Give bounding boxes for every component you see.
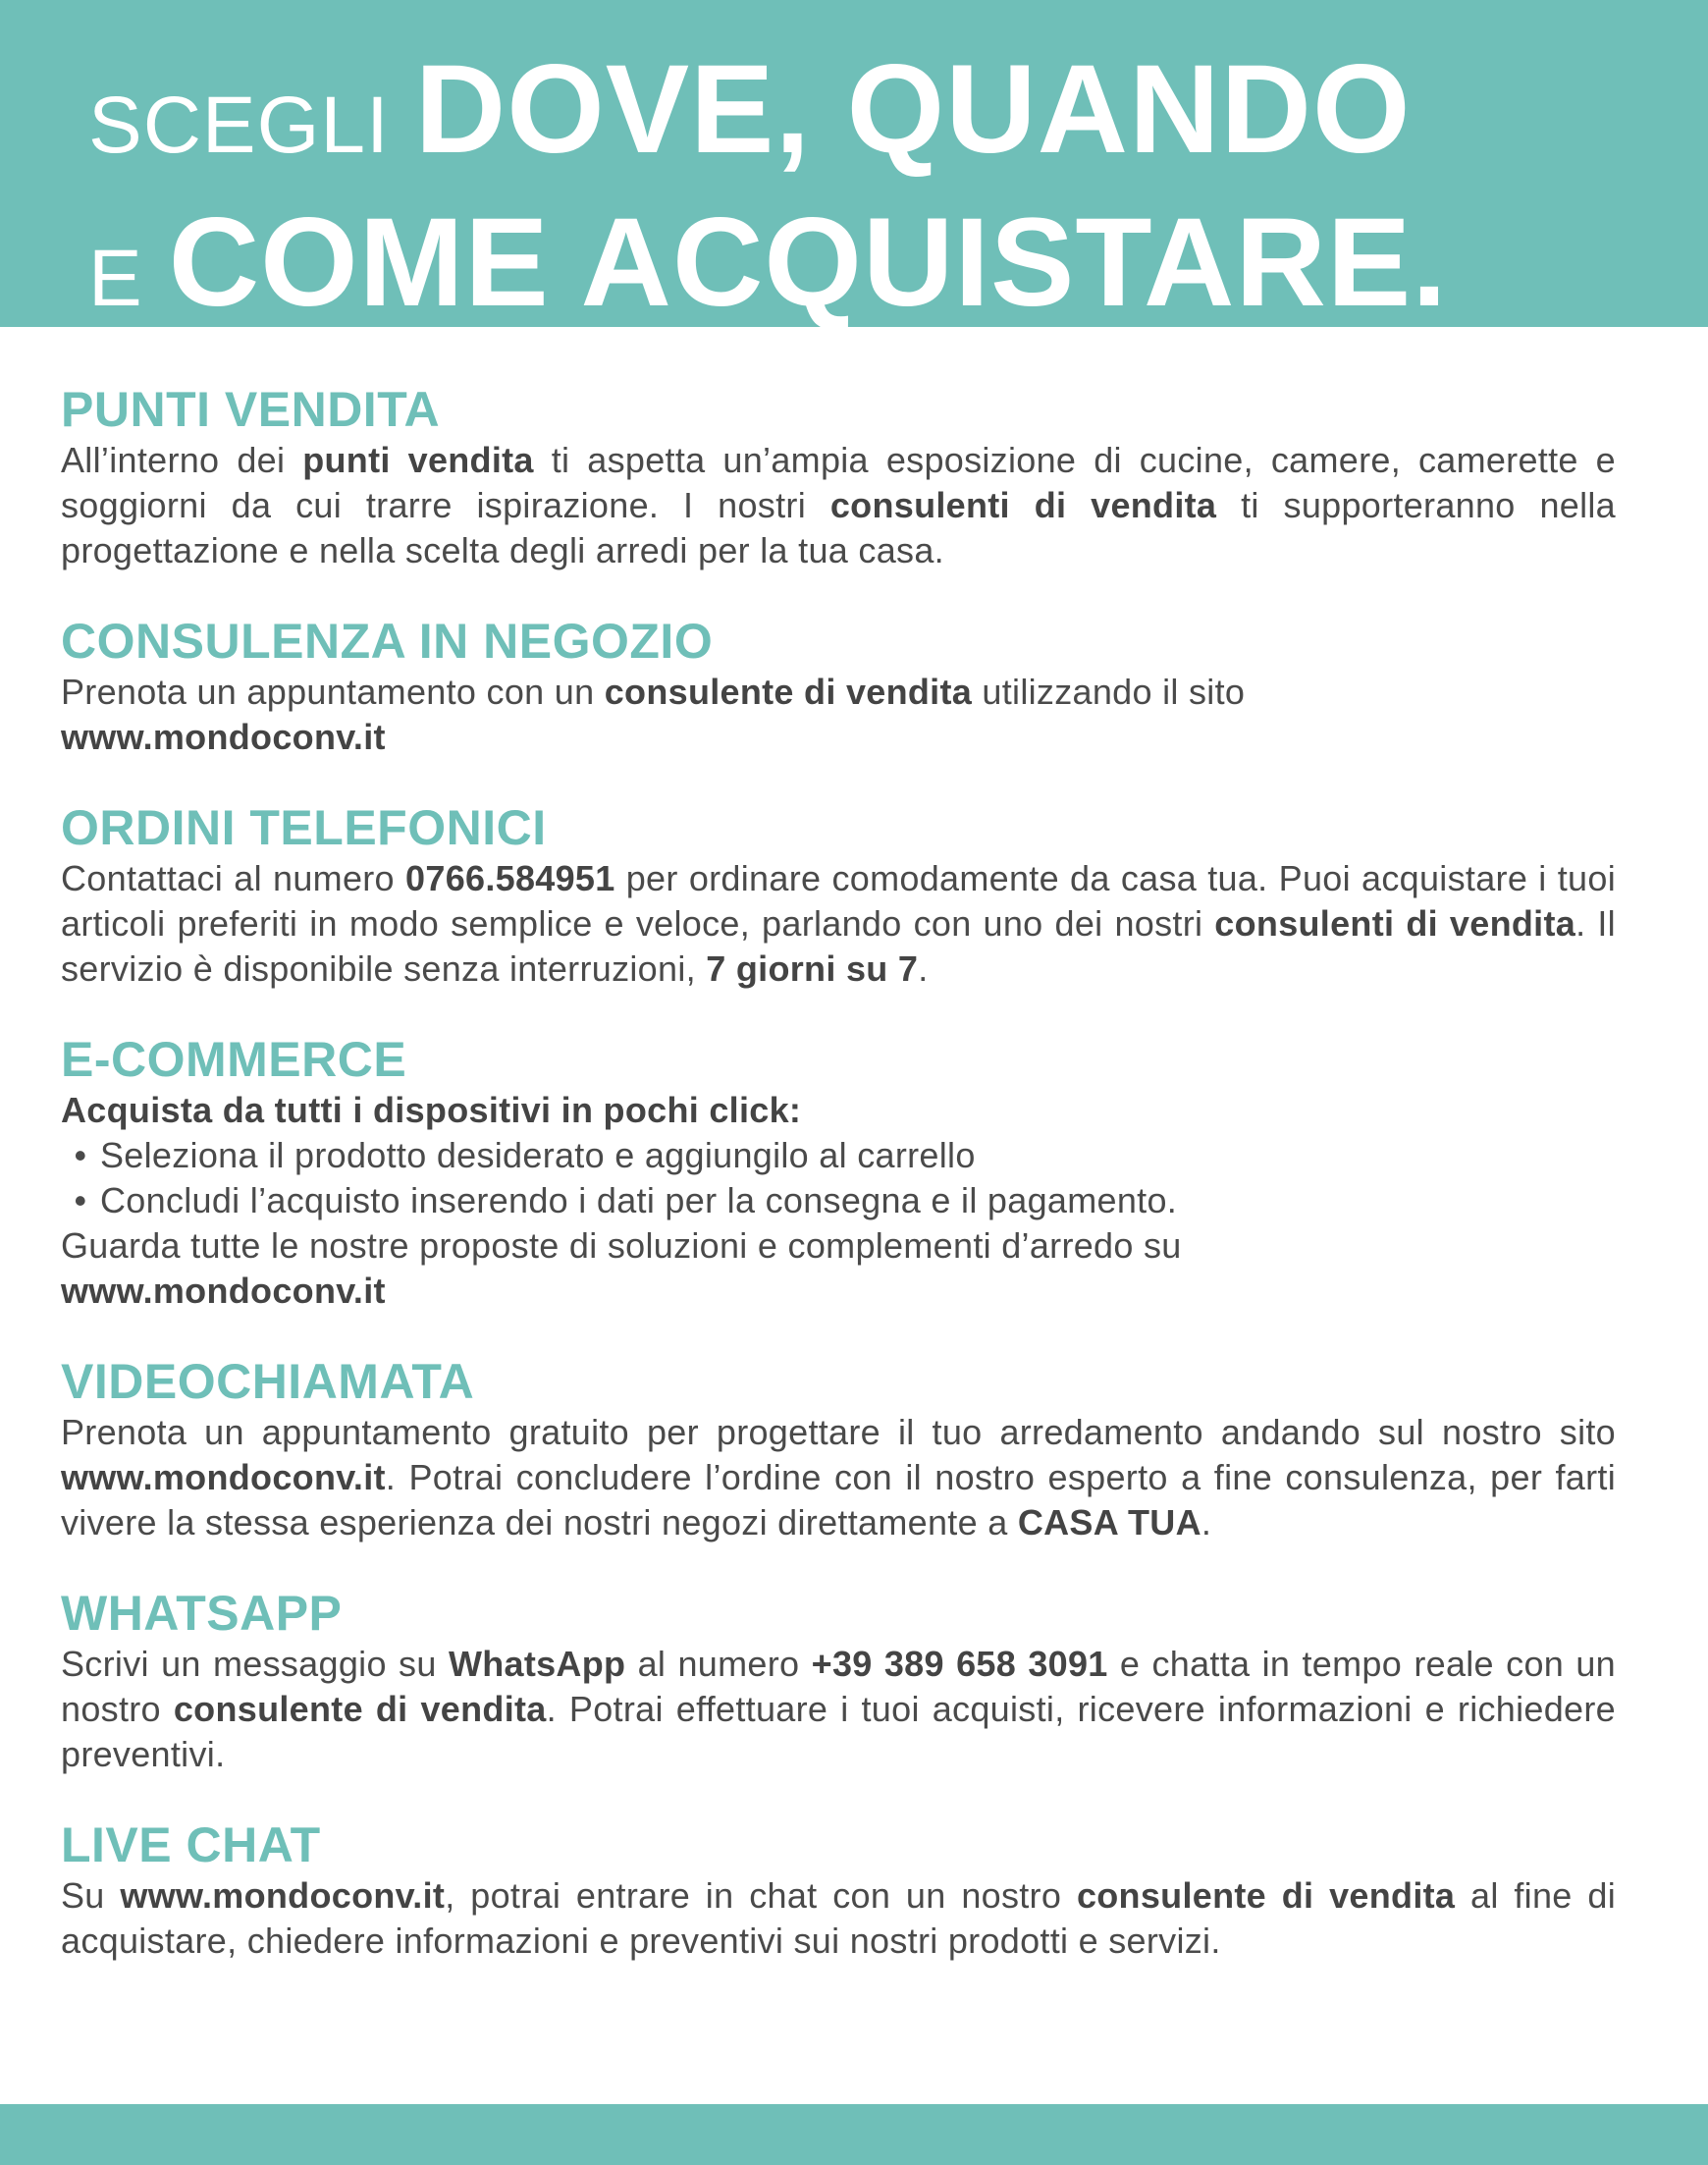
text-run: .: [918, 948, 929, 989]
section-text: [61, 1642, 1616, 1777]
text-run: al fine di acquistare, chiedere informazioni e preventivi sui nostri prodotti e servizi.: [61, 1875, 1617, 1961]
text-run: per ordinare comodamente da casa tua. Puoi acquistare i tuoi articoli preferiti in modo semplice e veloce, parlando con uno dei nostri: [61, 858, 1616, 944]
section-videochiamata: [61, 1353, 1616, 1545]
bullet-icon: •: [74, 1135, 87, 1175]
list-item: [61, 1178, 1616, 1223]
section-title: WHATSAPP: [61, 1586, 343, 1641]
section-text: [61, 438, 1616, 573]
bold-run: Acquista da tutti i dispositivi in pochi click:: [61, 1090, 802, 1130]
text-run: Contattaci al numero: [61, 858, 406, 898]
phone-number[interactable]: +39 389 658 3091: [811, 1644, 1108, 1684]
list-item-text: Concludi l’acquisto inserendo i dati per la consegna e il pagamento.: [100, 1180, 1178, 1220]
bold-run: CASA TUA: [1017, 1502, 1201, 1543]
text-run: All’interno dei: [61, 440, 303, 480]
section-title: ORDINI TELEFONICI: [61, 800, 547, 855]
text-run: Prenota un appuntamento gratuito per progettare il tuo arredamento andando sul nostro sito: [61, 1412, 1616, 1452]
list-item-text: Seleziona il prodotto desiderato e aggiungilo al carrello: [100, 1135, 976, 1175]
bullet-list: [61, 1133, 1616, 1223]
section-ordini-telefonici: [61, 799, 1616, 992]
footer-bar: [0, 2104, 1708, 2165]
headline-line-1: [88, 39, 1659, 202]
section-text: [61, 1410, 1616, 1545]
section-whatsapp: [61, 1585, 1616, 1777]
bold-run: consulente di vendita: [1076, 1875, 1456, 1916]
headline-line-2: [88, 192, 1659, 355]
section-live-chat: [61, 1816, 1616, 1964]
bold-run: WhatsApp: [448, 1644, 626, 1684]
section-text: [61, 856, 1616, 992]
website-link[interactable]: www.mondoconv.it: [61, 1457, 386, 1497]
headline-light-1: SCEGLI: [88, 81, 390, 170]
bold-run: consulenti di vendita: [1214, 903, 1576, 944]
section-title: LIVE CHAT: [61, 1817, 321, 1872]
headline-bold-1: DOVE, QUANDO: [414, 39, 1412, 180]
website-link[interactable]: www.mondoconv.it: [61, 1271, 386, 1311]
bold-run: 7 giorni su 7: [706, 948, 919, 989]
text-run: al numero: [625, 1644, 812, 1684]
section-text: [61, 1223, 1616, 1314]
text-run: Su: [61, 1875, 121, 1916]
header-banner: [0, 0, 1708, 333]
section-e-commerce: [61, 1031, 1616, 1314]
section-intro: [61, 1088, 1616, 1133]
website-link[interactable]: www.mondoconv.it: [61, 717, 386, 757]
text-run: . Potrai effettuare i tuoi acquisti, ricevere informazioni e richiedere preventivi.: [61, 1689, 1616, 1774]
content: [61, 381, 1616, 2003]
section-title: PUNTI VENDITA: [61, 382, 441, 437]
bold-run: consulente di vendita: [173, 1689, 547, 1729]
text-run: Prenota un appuntamento con un: [61, 672, 605, 712]
text-run: ti aspetta un’ampia esposizione di cucine, camere, camerette e soggiorni da cui trarre ispirazione. I nostri: [61, 440, 1616, 525]
text-run: Guarda tutte le nostre proposte di soluzioni e complementi d’arredo su: [61, 1225, 1182, 1266]
text-run: Scrivi un messaggio su: [61, 1644, 449, 1684]
headline: [88, 39, 1659, 355]
headline-light-2: E: [88, 234, 143, 323]
text-run: ti supporteranno nella progettazione e nella scelta degli arredi per la tua casa.: [61, 485, 1617, 570]
text-run: . Il servizio è disponibile senza interruzioni,: [61, 903, 1616, 989]
section-title: E-COMMERCE: [61, 1032, 407, 1087]
list-item: [61, 1133, 1616, 1178]
bold-run: consulente di vendita: [604, 672, 973, 712]
bullet-icon: •: [74, 1180, 87, 1220]
bold-run: consulenti di vendita: [829, 485, 1217, 525]
text-run: e chatta in tempo reale con un nostro: [61, 1644, 1617, 1729]
headline-bold-2: COME ACQUISTARE.: [168, 192, 1448, 333]
text-run: , potrai entrare in chat con un nostro: [445, 1875, 1077, 1916]
text-run: . Potrai concludere l’ordine con il nostro esperto a fine consulenza, per farti vivere la stessa esperienza dei nostri negozi direttamente a: [61, 1457, 1616, 1543]
website-link[interactable]: www.mondoconv.it: [120, 1875, 446, 1916]
bold-run: punti vendita: [302, 440, 534, 480]
section-consulenza-negozio: [61, 613, 1616, 760]
section-title: CONSULENZA IN NEGOZIO: [61, 614, 714, 669]
section-punti-vendita: [61, 381, 1616, 573]
text-run: utilizzando il sito: [972, 672, 1246, 712]
section-title: VIDEOCHIAMATA: [61, 1354, 475, 1409]
section-text: [61, 670, 1616, 760]
phone-number[interactable]: 0766.584951: [405, 858, 615, 898]
text-run: .: [1201, 1502, 1212, 1543]
section-text: [61, 1873, 1616, 1964]
